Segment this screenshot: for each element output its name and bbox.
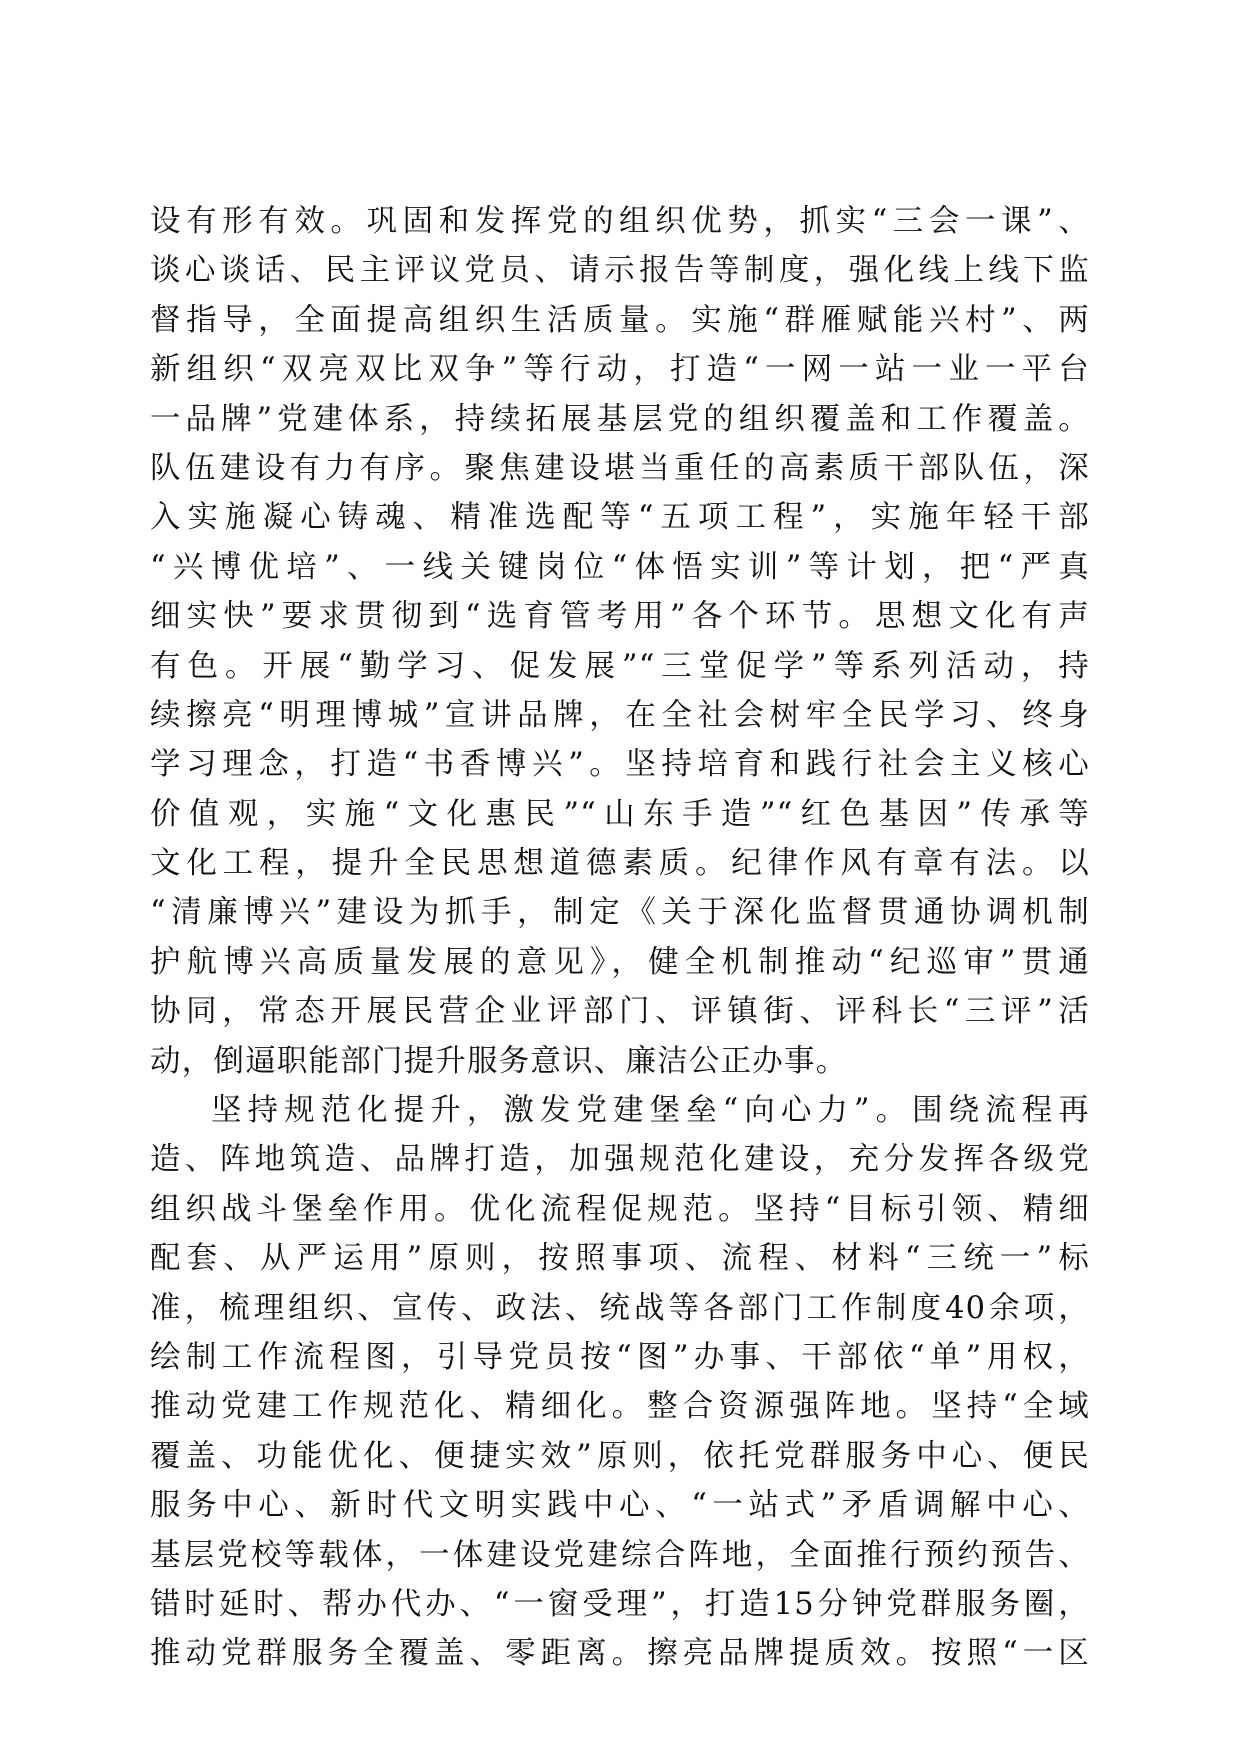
text-line: 准，梳理组织、宣传、政法、统战等各部门工作制度40余项，	[150, 1290, 1090, 1326]
text-line: 一品牌”党建体系，持续拓展基层党的组织覆盖和工作覆盖。	[150, 401, 1090, 437]
text-line: 服务中心、新时代文明实践中心、“一站式”矛盾调解中心、	[150, 1488, 1090, 1524]
paragraph-first-line: 坚持规范化提升，激发党建堡垒“向心力”。围绕流程再	[211, 1093, 1090, 1129]
text-line: 造、阵地筑造、品牌打造，加强规范化建设，充分发挥各级党	[150, 1142, 1090, 1178]
text-line: 新组织“双亮双比双争”等行动，打造“一网一站一业一平台	[150, 352, 1090, 388]
text-line: 推动党群服务全覆盖、零距离。擦亮品牌提质效。按照“一区	[150, 1636, 1090, 1672]
text-line: 价值观，实施“文化惠民”“山东手造”“红色基因”传承等	[150, 796, 1090, 832]
text-line: 组织战斗堡垒作用。优化流程促规范。坚持“目标引领、精细	[150, 1191, 1090, 1227]
text-line: 绘制工作流程图，引导党员按“图”办事、干部依“单”用权，	[150, 1339, 1090, 1375]
text-line: 队伍建设有力有序。聚焦建设堪当重任的高素质干部队伍，深	[150, 450, 1090, 486]
text-line: 文化工程，提升全民思想道德素质。纪律作风有章有法。以	[150, 846, 1090, 882]
text-line: 推动党建工作规范化、精细化。整合资源强阵地。坚持“全域	[150, 1389, 1090, 1425]
text-line: “清廉博兴”建设为抓手，制定《关于深化监督贯通协调机制	[150, 895, 1090, 931]
text-line: 督指导，全面提高组织生活质量。实施“群雁赋能兴村”、两	[150, 302, 1090, 338]
text-line: 有色。开展“勤学习、促发展”“三堂促学”等系列活动，持	[150, 648, 1090, 684]
text-line: 护航博兴高质量发展的意见》，健全机制推动“纪巡审”贯通	[150, 944, 1090, 980]
text-line: 错时延时、帮办代办、“一窗受理”，打造15分钟党群服务圈，	[150, 1586, 1090, 1622]
text-line: 细实快”要求贯彻到“选育管考用”各个环节。思想文化有声	[150, 599, 1090, 635]
text-line: 配套、从严运用”原则，按照事项、流程、材料“三统一”标	[150, 1241, 1090, 1277]
text-line: “兴博优培”、一线关键岗位“体悟实训”等计划，把“严真	[150, 549, 1090, 585]
text-line: 协同，常态开展民营企业评部门、评镇街、评科长“三评”活	[150, 994, 1090, 1030]
paragraph-last-line: 动，倒逼职能部门提升服务意识、廉洁公正办事。	[150, 1043, 848, 1079]
text-line: 设有形有效。巩固和发挥党的组织优势，抓实“三会一课”、	[150, 204, 1090, 239]
text-line: 续擦亮“明理博城”宣讲品牌，在全社会树牢全民学习、终身	[150, 697, 1090, 733]
body-text	[150, 197, 1090, 1679]
text-line: 覆盖、功能优化、便捷实效”原则，依托党群服务中心、便民	[150, 1438, 1090, 1474]
text-line: 谈心谈话、民主评议党员、请示报告等制度，强化线上线下监	[150, 253, 1090, 289]
text-line: 学习理念，打造“书香博兴”。坚持培育和践行社会主义核心	[150, 747, 1090, 783]
text-line: 基层党校等载体，一体建设党建综合阵地，全面推行预约预告、	[150, 1537, 1090, 1573]
text-line: 入实施凝心铸魂、精准选配等“五项工程”，实施年轻干部	[150, 500, 1090, 536]
